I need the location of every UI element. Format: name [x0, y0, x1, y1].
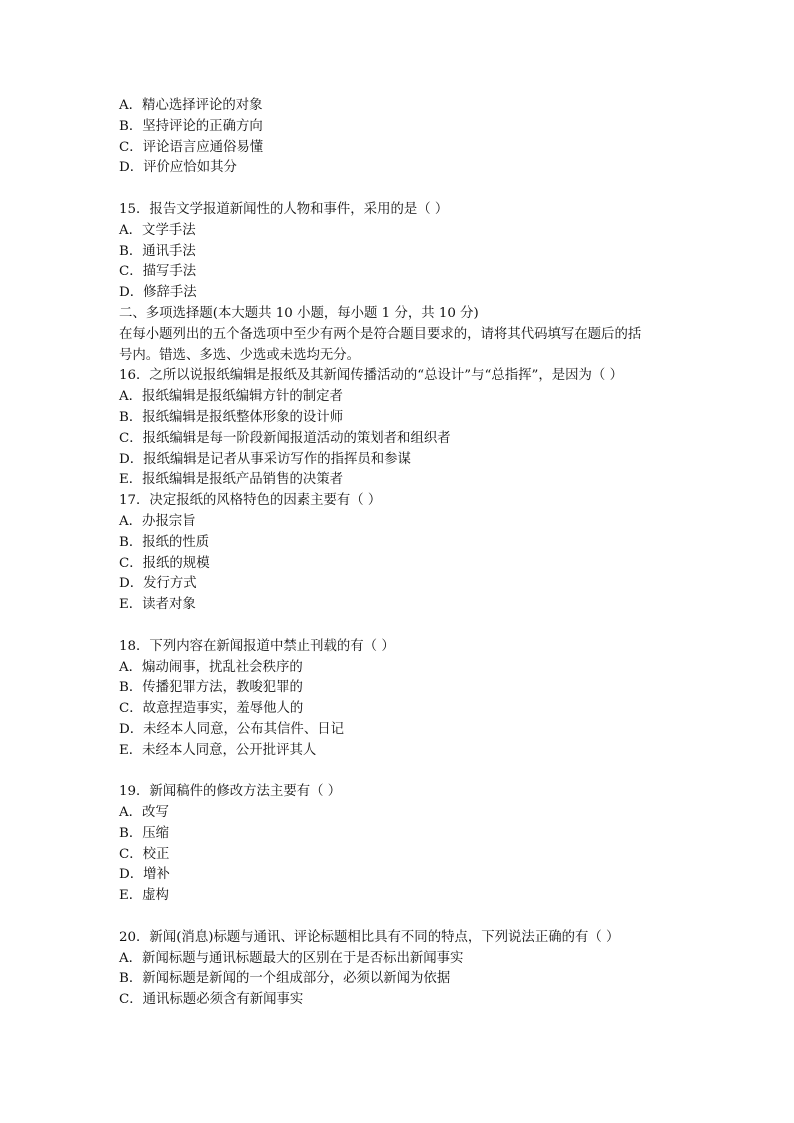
- q15-stem: 15．报告文学报道新闻性的人物和事件，采用的是（ ）: [119, 201, 449, 217]
- q20-option-b: B．新闻标题是新闻的一个组成部分，必须以新闻为依据: [119, 971, 451, 987]
- q18-option-a: A．煽动闹事，扰乱社会秩序的: [119, 659, 303, 675]
- q17-option-b: B．报纸的性质: [119, 534, 210, 550]
- q20-stem: 20．新闻(消息)标题与通讯、评论标题相比具有不同的特点，下列说法正确的有（ ）: [119, 929, 620, 945]
- q16-option-c: C．报纸编辑是每一阶段新闻报道活动的策划者和组织者: [119, 430, 451, 446]
- q19-option-e: E．虚构: [119, 888, 169, 904]
- q17-option-d: D．发行方式: [119, 576, 197, 592]
- q14-option-a: A．精心选择评论的对象: [119, 98, 263, 113]
- q15-option-a: A．文学手法: [119, 222, 196, 238]
- q15-option-b: B．通讯手法: [119, 243, 196, 259]
- q20-option-c: C．通讯标题必须含有新闻事实: [119, 992, 304, 1008]
- q15-option-d: D．修辞手法: [119, 285, 197, 301]
- q14-option-c: C．评论语言应通俗易懂: [119, 139, 264, 155]
- section2-instructions-line1: 在每小题列出的五个备选项中至少有两个是符合题目要求的，请将其代码填写在题后的括: [119, 326, 642, 342]
- q18-option-b: B．传播犯罪方法，教唆犯罪的: [119, 680, 303, 696]
- spacer: [119, 179, 679, 200]
- q19-option-c: C．校正: [119, 846, 170, 862]
- document-page: [119, 96, 679, 1011]
- q16-option-e: E．报纸编辑是报纸产品销售的决策者: [119, 472, 344, 488]
- spacer: [119, 762, 679, 783]
- q16-stem: 16．之所以说报纸编辑是报纸及其新闻传播活动的“总设计”与“总指挥”，是因为（ ）: [119, 368, 623, 384]
- q18-option-d: D．未经本人同意，公布其信件、日记: [119, 721, 344, 737]
- q15-option-c: C．描写手法: [119, 264, 197, 280]
- q19-option-d: D．增补: [119, 867, 170, 883]
- q16-option-b: B．报纸编辑是报纸整体形象的设计师: [119, 409, 344, 425]
- q19-option-b: B．压缩: [119, 825, 170, 841]
- section2-title: 二、多项选择题(本大题共 10 小题，每小题 1 分，共 10 分): [119, 305, 479, 321]
- q19-stem: 19．新闻稿件的修改方法主要有（ ）: [119, 784, 342, 800]
- spacer: [119, 616, 679, 637]
- spacer: [119, 907, 679, 928]
- section2-instructions-line2: 号内。错选、多选、少选或未选均无分。: [119, 347, 361, 363]
- q18-stem: 18．下列内容在新闻报道中禁止刊载的有（ ）: [119, 638, 395, 654]
- q20-option-a: A．新闻标题与通讯标题最大的区别在于是否标出新闻事实: [119, 950, 464, 966]
- q17-option-a: A．办报宗旨: [119, 513, 196, 529]
- q14-option-b: B．坚持评论的正确方向: [119, 118, 263, 134]
- q14-option-d: D．评价应恰如其分: [119, 160, 237, 176]
- q18-option-c: C．故意捏造事实，羞辱他人的: [119, 701, 304, 717]
- q19-option-a: A．改写: [119, 805, 169, 821]
- q16-option-a: A．报纸编辑是报纸编辑方针的制定者: [119, 389, 343, 405]
- q16-option-d: D．报纸编辑是记者从事采访写作的指挥员和参谋: [119, 451, 411, 467]
- q17-option-e: E．读者对象: [119, 597, 196, 613]
- q18-option-e: E．未经本人同意，公开批评其人: [119, 742, 317, 758]
- q17-stem: 17．决定报纸的风格特色的因素主要有（ ）: [119, 493, 382, 509]
- q17-option-c: C．报纸的规模: [119, 555, 210, 571]
